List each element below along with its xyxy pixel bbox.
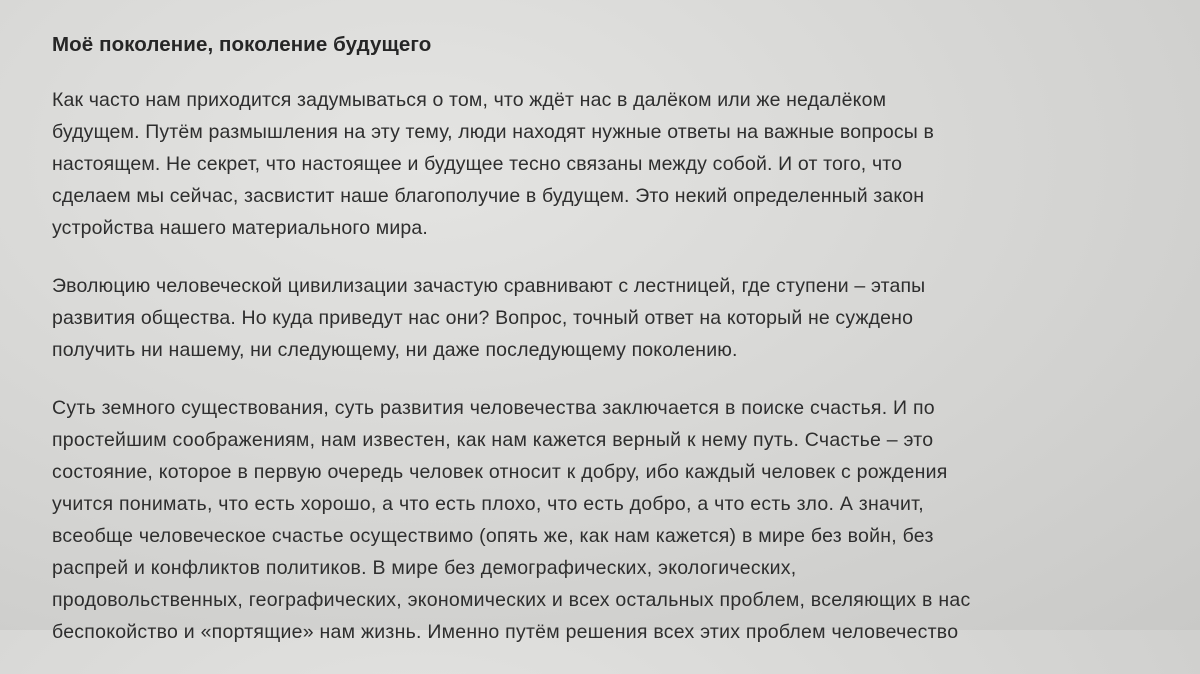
text-line: Суть земного существования, суть развития человечества заключается в поиске счастья. И по [52,397,935,419]
text-line: всеобще человеческое счастье осуществимо (опять же, как нам кажется) в мире без войн, без [52,525,934,547]
text-line: простейшим соображениям, нам известен, как нам кажется верный к нему путь. Счастье – это [52,429,934,451]
document-page [52,30,1162,674]
text-line: Эволюцию человеческой цивилизации зачастую сравнивают с лестницей, где ступени – этапы [52,275,926,297]
paragraph-3 [52,392,1162,648]
text-line: распрей и конфликтов политиков. В мире без демографических, экологических, [52,557,797,579]
text-line: настоящем. Не секрет, что настоящее и будущее тесно связаны между собой. И от того, что [52,153,903,175]
text-line: Как часто нам приходится задумываться о том, что ждёт нас в далёком или же недалёком [52,89,887,111]
text-line: состояние, которое в первую очередь человек относит к добру, ибо каждый человек с рождения [52,461,948,483]
text-line: продовольственных, географических, экономических и всех остальных проблем, вселяющих в нас [52,589,971,611]
paragraph-2 [52,270,1162,366]
document-title: Моё поколение, поколение будущего [52,33,432,56]
paragraph-1 [52,84,1162,244]
text-line: получить ни нашему, ни следующему, ни даже последующему поколению. [52,339,738,361]
text-line: сделаем мы сейчас, засвистит наше благополучие в будущем. Это некий определенный закон [52,185,925,207]
text-line: учится понимать, что есть хорошо, а что есть плохо, что есть добро, а что есть зло. А значит, [52,493,924,515]
text-line: беспокойство и «портящие» нам жизнь. Именно путём решения всех этих проблем человечество [52,621,959,643]
text-line: устройства нашего материального мира. [52,217,428,239]
text-line: будущем. Путём размышления на эту тему, люди находят нужные ответы на важные вопросы в [52,121,935,143]
text-line: развития общества. Но куда приведут нас они? Вопрос, точный ответ на который не суждено [52,307,914,329]
